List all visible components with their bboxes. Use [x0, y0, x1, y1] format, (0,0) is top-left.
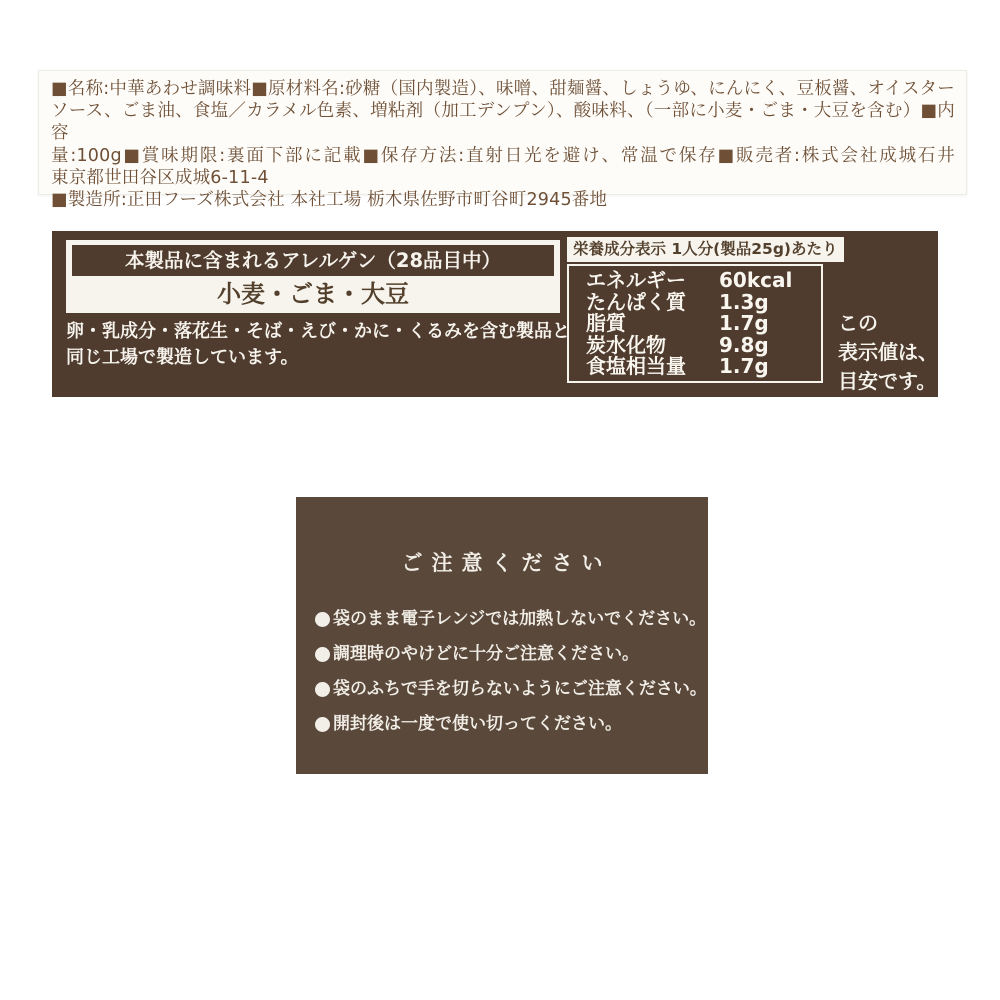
nutrition-value: 9.8g: [719, 332, 769, 357]
manufacturer-line: ■製造所:正田フーズ株式会社 本社工場 栃木県佐野市町谷町2945番地: [51, 190, 608, 211]
caution-item-text: 調理時のやけどに十分ご注意ください。: [333, 644, 639, 664]
spec-line-1: ■名称:中華あわせ調味料■原材料名:砂糖（国内製造）、味噌、甜麺醤、しょうゆ、にんにく、豆板醤、オイスター: [51, 79, 955, 99]
nutrition-row-fat: [586, 313, 821, 335]
nutrition-row-energy: [586, 270, 821, 292]
nutrition-value: 1.7g: [719, 311, 769, 335]
nutrition-disclaimer: [838, 309, 938, 396]
nutrition-value: 1.7g: [719, 354, 769, 378]
allergen-nutrition-panel: [52, 231, 938, 397]
nutrition-value: 60kcal: [719, 268, 793, 292]
allergen-box-header: 本製品に含まれるアレルゲン（28品目中）: [72, 245, 554, 276]
allergen-box: [66, 240, 560, 313]
caution-item: [315, 643, 708, 666]
seller-address: 東京都世田谷区成城6-11-4: [51, 167, 269, 188]
nutrition-row-carb: [586, 332, 821, 357]
bullet-icon: [315, 717, 330, 732]
caution-panel: [296, 497, 708, 774]
nutrition-label: たんぱく質: [586, 289, 686, 314]
factory-note: [66, 319, 570, 371]
nutrition-row-salt: [586, 356, 821, 378]
nutrition-label: エネルギー: [586, 268, 686, 292]
spec-label: [38, 70, 967, 211]
nutrition-header: 栄養成分表示 1人分(製品25g)あたり: [567, 237, 844, 262]
caution-list: [315, 608, 708, 736]
spec-line-2: ソース、ごま油、食塩／カラメル色素、増粘剤（加工デンプン）、酸味料、（一部に小麦・ごま・大豆を含む）■内容: [51, 101, 955, 144]
factory-note-line-2: 同じ工場で製造しています。: [66, 347, 299, 368]
bullet-icon: [315, 647, 330, 662]
caution-item-text: 袋のまま電子レンジでは加熱しないでください。: [333, 609, 707, 629]
nutrition-label: 脂質: [586, 311, 626, 335]
nutrition-disclaimer-line-3: 目安です。: [838, 369, 937, 393]
nutrition-disclaimer-line-1: この: [838, 311, 878, 335]
bullet-icon: [315, 612, 330, 627]
allergen-list: 小麦・ごま・大豆: [217, 280, 409, 308]
nutrition-value: 1.3g: [719, 289, 769, 314]
caution-item: [315, 713, 708, 736]
spec-line-3: 量:100g■賞味期限:裏面下部に記載■保存方法:直射日光を避け、常温で保存■販売者:株式会社成城石井: [51, 145, 955, 166]
caution-item: [315, 608, 708, 631]
factory-note-line-1: 卵・乳成分・落花生・そば・えび・かに・くるみを含む製品と: [66, 321, 570, 342]
nutrition-disclaimer-line-2: 表示値は、: [838, 340, 938, 364]
caution-title: ご注意ください: [401, 551, 612, 575]
nutrition-label: 食塩相当量: [586, 354, 686, 378]
nutrition-row-protein: [586, 289, 821, 314]
caution-item-text: 袋のふちで手を切らないようにご注意ください。: [333, 679, 707, 699]
caution-item-text: 開封後は一度で使い切ってください。: [333, 714, 622, 734]
nutrition-table: [567, 264, 823, 383]
bullet-icon: [315, 682, 330, 697]
caution-item: [315, 678, 708, 701]
nutrition-label: 炭水化物: [586, 332, 666, 357]
